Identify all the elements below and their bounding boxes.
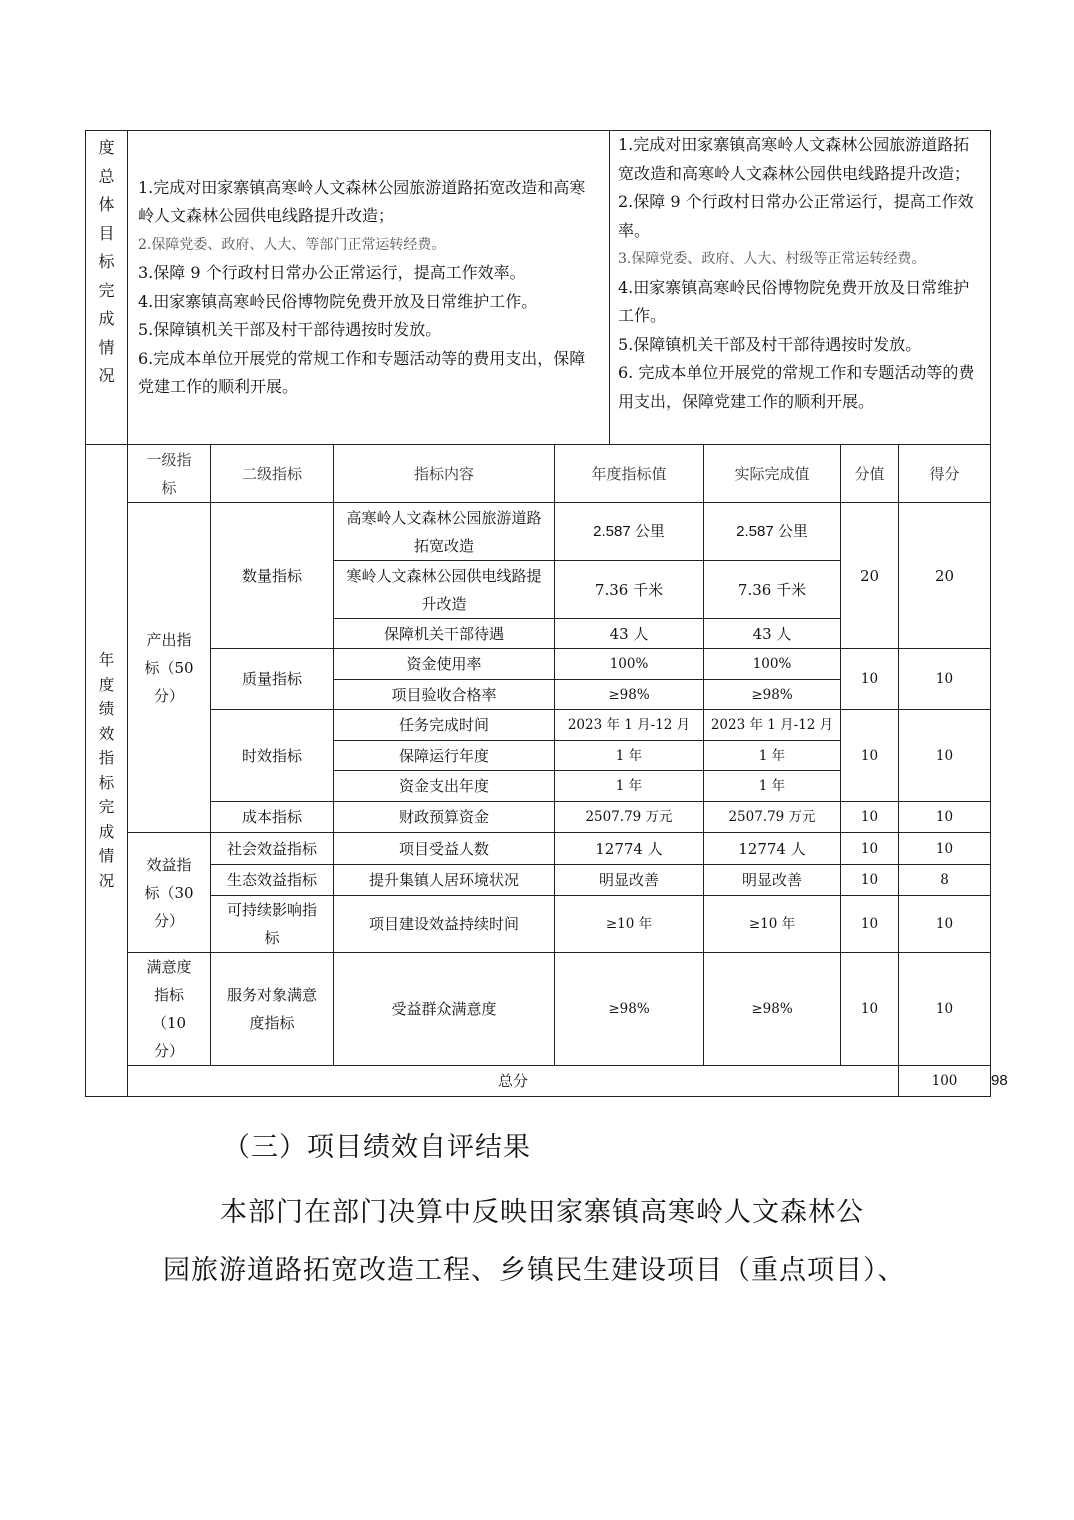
timeliness-score: 10 — [899, 710, 991, 802]
target-value: 2.587 公里 — [555, 503, 704, 561]
target-value: 明显改善 — [555, 865, 704, 896]
actual-value: ≥98% — [704, 680, 841, 710]
actual-goal-item: 4.田家寨镇高寒岭民俗博物院免费开放及日常维护工作。 — [618, 277, 970, 325]
actual-value: 2023 年 1 月-12 月 — [704, 710, 841, 741]
indicator-content: 高寒岭人文森林公园旅游道路拓宽改造 — [334, 503, 555, 561]
timeliness-indicator-label: 时效指标 — [211, 710, 334, 802]
target-value: 7.36 千米 — [555, 561, 704, 619]
section-title: （三）项目绩效自评结果 — [223, 1132, 531, 1163]
benefit-points: 10 — [841, 896, 899, 953]
quantity-points: 20 — [841, 503, 899, 649]
indicator-content: 保障机关干部待遇 — [334, 619, 555, 649]
quality-points: 10 — [841, 649, 899, 710]
total-label: 总分 — [128, 1066, 899, 1097]
indicator-content: 受益群众满意度 — [334, 953, 555, 1066]
indicator-content: 财政预算资金 — [334, 802, 555, 833]
benefit-score: 10 — [899, 896, 991, 953]
benefit-points: 10 — [841, 833, 899, 865]
actual-value: 2507.79 万元 — [704, 802, 841, 833]
indicator-content: 资金支出年度 — [334, 771, 555, 802]
actual-goal-item: 5.保障镇机关干部及村干部待遇按时发放。 — [618, 334, 922, 354]
satisfaction-points: 10 — [841, 953, 899, 1066]
target-value: 2507.79 万元 — [555, 802, 704, 833]
target-value: 43 人 — [555, 619, 704, 649]
benefit-level2: 可持续影响指标 — [211, 896, 334, 953]
actual-goal-item: 3.保障党委、政府、人大、村级等正常运转经费。 — [618, 251, 926, 267]
header-score: 得分 — [899, 445, 991, 503]
table-row — [86, 710, 991, 741]
benefit-score: 10 — [899, 833, 991, 865]
quantity-indicator-label: 数量指标 — [211, 503, 334, 649]
indicator-content: 项目验收合格率 — [334, 680, 555, 710]
table-row — [86, 865, 991, 896]
actual-value: 43 人 — [704, 619, 841, 649]
satisfaction-level2: 服务对象满意度指标 — [211, 953, 334, 1066]
actual-value: 1 年 — [704, 741, 841, 771]
header-actual: 实际完成值 — [704, 445, 841, 503]
table-row — [86, 802, 991, 833]
benefit-score: 8 — [899, 865, 991, 896]
indicator-table — [85, 444, 1008, 1097]
planned-goal-item: 2.保障党委、政府、人大、等部门正常运转经费。 — [138, 236, 446, 253]
table-row — [86, 953, 991, 1066]
target-value: ≥98% — [555, 680, 704, 710]
cost-score: 10 — [899, 802, 991, 833]
target-value: 2023 年 1 月-12 月 — [555, 710, 704, 741]
target-value: ≥98% — [555, 953, 704, 1066]
planned-goal-item: 4.田家寨镇高寒岭民俗博物院免费开放及日常维护工作。 — [138, 291, 538, 311]
indicator-row-label: 年 度 绩 效 指 标 完 成 情 况 — [86, 445, 128, 1097]
timeliness-points: 10 — [841, 710, 899, 802]
header-target: 年度指标值 — [555, 445, 704, 503]
actual-value: ≥98% — [704, 953, 841, 1066]
cost-points: 10 — [841, 802, 899, 833]
actual-goal-item: 6. 完成本单位开展党的常规工作和专题活动等的费用支出，保障党建工作的顺利开展。 — [618, 363, 975, 411]
paragraph-line: 本部门在部门决算中反映田家寨镇高寒岭人文森林公 — [220, 1197, 864, 1228]
actual-value: 100% — [704, 649, 841, 680]
satisfaction-score: 10 — [899, 953, 991, 1066]
benefit-indicator-label: 效益指标（30 分） — [128, 833, 211, 953]
header-points: 分值 — [841, 445, 899, 503]
indicator-content: 保障运行年度 — [334, 741, 555, 771]
target-value: 1 年 — [555, 771, 704, 802]
table-row — [86, 503, 991, 561]
total-row: 总分 100 98 — [86, 1066, 991, 1097]
quality-indicator-label: 质量指标 — [211, 649, 334, 710]
goal-row-label: 度 总 体 目 标 完 成 情 况 — [86, 131, 128, 445]
indicator-header-row — [86, 445, 991, 503]
indicator-content: 提升集镇人居环境状况 — [334, 865, 555, 896]
indicator-content: 项目建设效益持续时间 — [334, 896, 555, 953]
total-points: 100 — [899, 1066, 991, 1097]
planned-goal-item: 3.保障 9 个行政村日常办公正常运行，提高工作效率。 — [138, 263, 526, 282]
header-level2: 二级指标 — [211, 445, 334, 503]
benefit-level2: 生态效益指标 — [211, 865, 334, 896]
planned-goal-item: 6.完成本单位开展党的常规工作和专题活动等的费用支出，保障党建工作的顺利开展。 — [138, 348, 586, 396]
planned-goal-item: 5.保障镇机关干部及村干部待遇按时发放。 — [138, 320, 442, 339]
cost-indicator-label: 成本指标 — [211, 802, 334, 833]
satisfaction-indicator-label: 满意度指标（10 分） — [128, 953, 211, 1066]
target-value: 12774 人 — [555, 833, 704, 865]
actual-goals-cell — [610, 131, 991, 445]
table-row — [86, 896, 991, 953]
actual-goal-item: 1.完成对田家寨镇高寒岭人文森林公园旅游道路拓宽改造和高寒岭人文森林公园供电线路提升改造； — [618, 135, 971, 183]
header-content: 指标内容 — [334, 445, 555, 503]
paragraph-line: 园旅游道路拓宽改造工程、乡镇民生建设项目（重点项目）、 — [163, 1255, 906, 1286]
indicator-content: 寒岭人文森林公园供电线路提升改造 — [334, 561, 555, 619]
actual-value: 12774 人 — [704, 833, 841, 865]
target-value: ≥10 年 — [555, 896, 704, 953]
output-indicator-label: 产出指标（50 分） — [128, 503, 211, 833]
planned-goals-cell — [128, 131, 610, 445]
quantity-score: 20 — [899, 503, 991, 649]
actual-value: 1 年 — [704, 771, 841, 802]
target-value: 100% — [555, 649, 704, 680]
table-row — [86, 649, 991, 680]
table-row — [86, 833, 991, 865]
goal-completion-table — [85, 130, 991, 445]
actual-goal-item: 2.保障 9 个行政村日常办公正常运行，提高工作效率。 — [618, 192, 974, 240]
planned-goal-item: 1.完成对田家寨镇高寒岭人文森林公园旅游道路拓宽改造和高寒岭人文森林公园供电线路提升改造； — [138, 177, 586, 225]
indicator-content: 资金使用率 — [334, 649, 555, 680]
header-level1: 一级指标 — [128, 445, 211, 503]
target-value: 1 年 — [555, 741, 704, 771]
benefit-points: 10 — [841, 865, 899, 896]
indicator-content: 任务完成时间 — [334, 710, 555, 741]
actual-value: 2.587 公里 — [704, 503, 841, 561]
actual-value: 明显改善 — [704, 865, 841, 896]
actual-value: ≥10 年 — [704, 896, 841, 953]
actual-value: 7.36 千米 — [704, 561, 841, 619]
indicator-content: 项目受益人数 — [334, 833, 555, 865]
benefit-level2: 社会效益指标 — [211, 833, 334, 865]
quality-score: 10 — [899, 649, 991, 710]
